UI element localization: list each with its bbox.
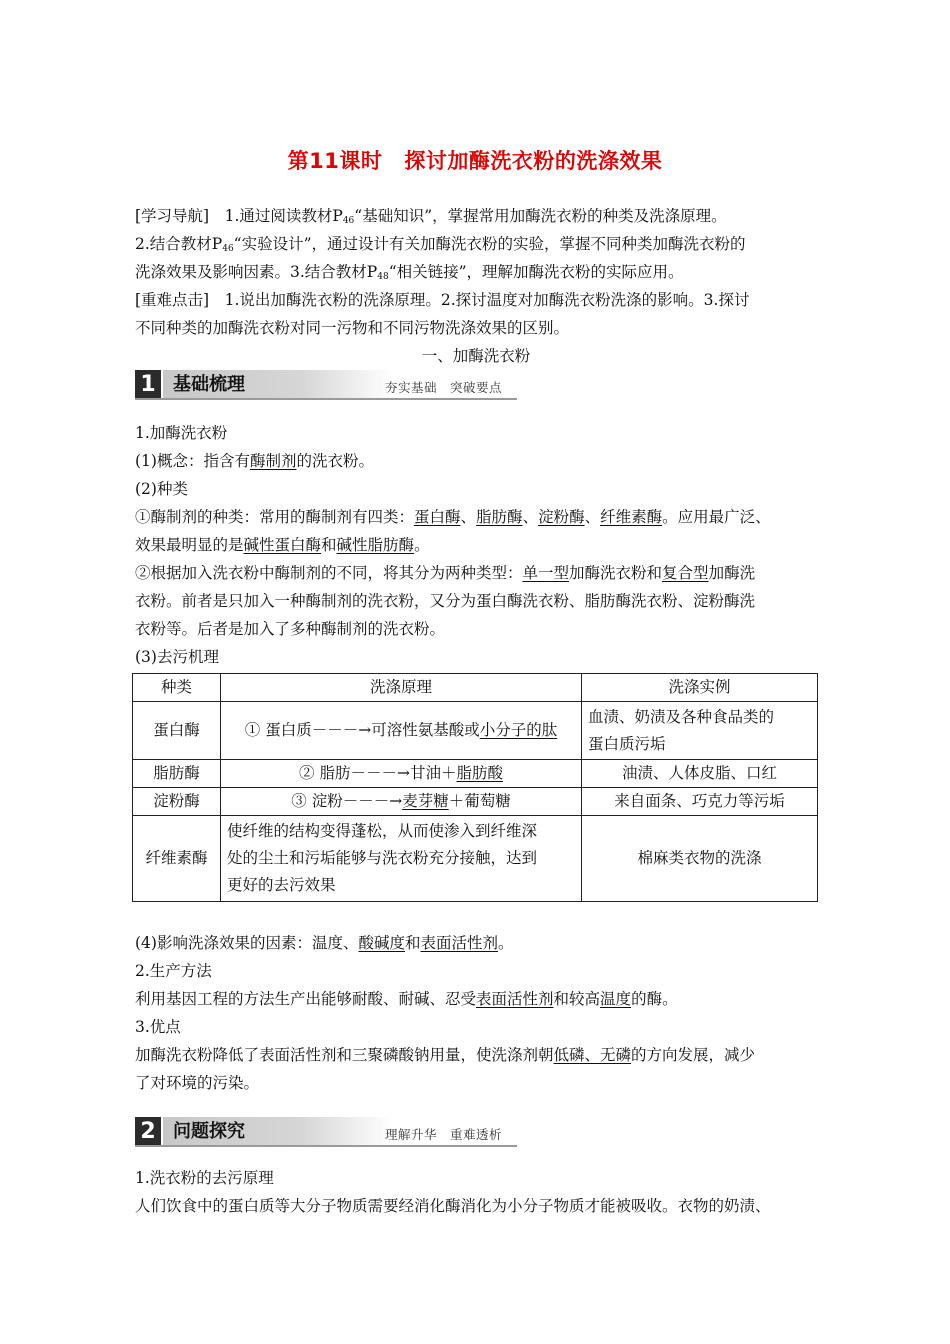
banner-rule — [135, 1145, 517, 1147]
banner-number: 2 — [135, 1117, 161, 1147]
key-points: [重难点击] 1.说出加酶洗衣粉的洗涤原理。2.探讨温度对加酶洗衣粉洗涤的影响。3.探讨 — [135, 291, 750, 309]
banner-label: 问题探究 — [163, 1117, 393, 1147]
banner-number: 1 — [135, 370, 161, 400]
banner-subtitle: 夯实基础 突破要点 — [385, 380, 503, 395]
banner-subtitle: 理解升华 重难透析 — [385, 1127, 503, 1142]
section-heading: 一、加酶洗衣粉 — [421, 347, 531, 365]
lesson-topic: 探讨加酶洗衣粉的洗涤效果 — [404, 149, 663, 173]
explore-content: 1.洗衣粉的去污原理 人们饮食中的蛋白质等大分子物质需要经消化酶消化为小分子物质才能被吸收。衣物的奶渍、 — [135, 1169, 771, 1215]
lesson-number: 第11课时 — [287, 149, 383, 173]
table-row: 脂肪酶 ② 脂肪－－－→甘油＋脂肪酸 油渍、人体皮脂、口红 — [133, 760, 818, 788]
page-title — [0, 145, 950, 175]
learning-guide: [学习导航] 1.通过阅读教材$P_{46}“$基础知识”，掌握常用加酶洗衣粉的种类及洗涤原理。 2.结合教材$P_{46}“$实验设计”，通过设计有关加酶洗衣粉的实验，掌握不同种类加酶洗衣粉的 洗涤效果及影响因素。3.结合教材$P_{48}“$相关链接”，理解加酶洗衣粉的实际应用。 [重难点击] 1.说出加酶洗衣粉的洗涤原理。2.探讨温度对加酶洗衣粉洗涤的影响。3.探讨 不同种类的加酶洗衣粉对同一污物和不同污物洗涤效果的区别。 一、加酶洗衣粉 — [135, 202, 817, 370]
table-row: 淀粉酶 ③ 淀粉－－－→麦芽糖＋葡萄糖 来自面条、巧克力等污垢 — [133, 788, 818, 816]
mechanism-table — [132, 673, 818, 902]
table-row: 蛋白酶 ① 蛋白质－－－→可溶性氨基酸或小分子的肽 血渍、奶渍及各种食品类的 蛋白质污垢 — [133, 702, 818, 760]
banner-label: 基础梳理 — [163, 370, 393, 400]
section-banner-explore — [135, 1117, 517, 1147]
banner-rule — [135, 398, 517, 400]
blank-answer: 酶制剂 — [249, 452, 297, 470]
after-table-content: (4)影响洗涤效果的因素：温度、酸碱度和表面活性剂。 2.生产方法 利用基因工程的方法生产出能够耐酸、耐碱、忍受表面活性剂和较高温度的酶。 3.优点 加酶洗衣粉降低了表面活性剂和三聚磷酸钠用量，使洗涤剂朝低磷、无磷的方向发展，减少 了对环境的污染。 — [135, 934, 756, 1092]
table-row: 纤维素酶 使纤维的结构变得蓬松，从而使渗入到纤维深 处的尘土和污垢能够与洗衣粉充分接触，达到 更好的去污效果 棉麻类衣物的洗涤 — [133, 816, 818, 902]
basics-content: 1.加酶洗衣粉 (1)概念：指含有酶制剂的洗衣粉。 (2)种类 ①酶制剂的种类：常用的酶制剂有四类：蛋白酶、脂肪酶、淀粉酶、纤维素酶。应用最广泛、 效果最明显的是碱性蛋白酶和碱性脂肪酶。 ②根据加入洗衣粉中酶制剂的不同，将其分为两种类型：单一型加酶洗衣粉和复合型加酶洗 衣粉。前者是只加入一种酶制剂的洗衣粉，又分为蛋白酶洗衣粉、脂肪酶洗衣粉、淀粉酶洗 衣粉等。后者是加入了多种酶制剂的洗衣粉。 (3)去污机理 — [135, 424, 771, 666]
table-header-row: 种类 洗涤原理 洗涤实例 — [133, 674, 818, 702]
section-banner-basics — [135, 370, 517, 400]
